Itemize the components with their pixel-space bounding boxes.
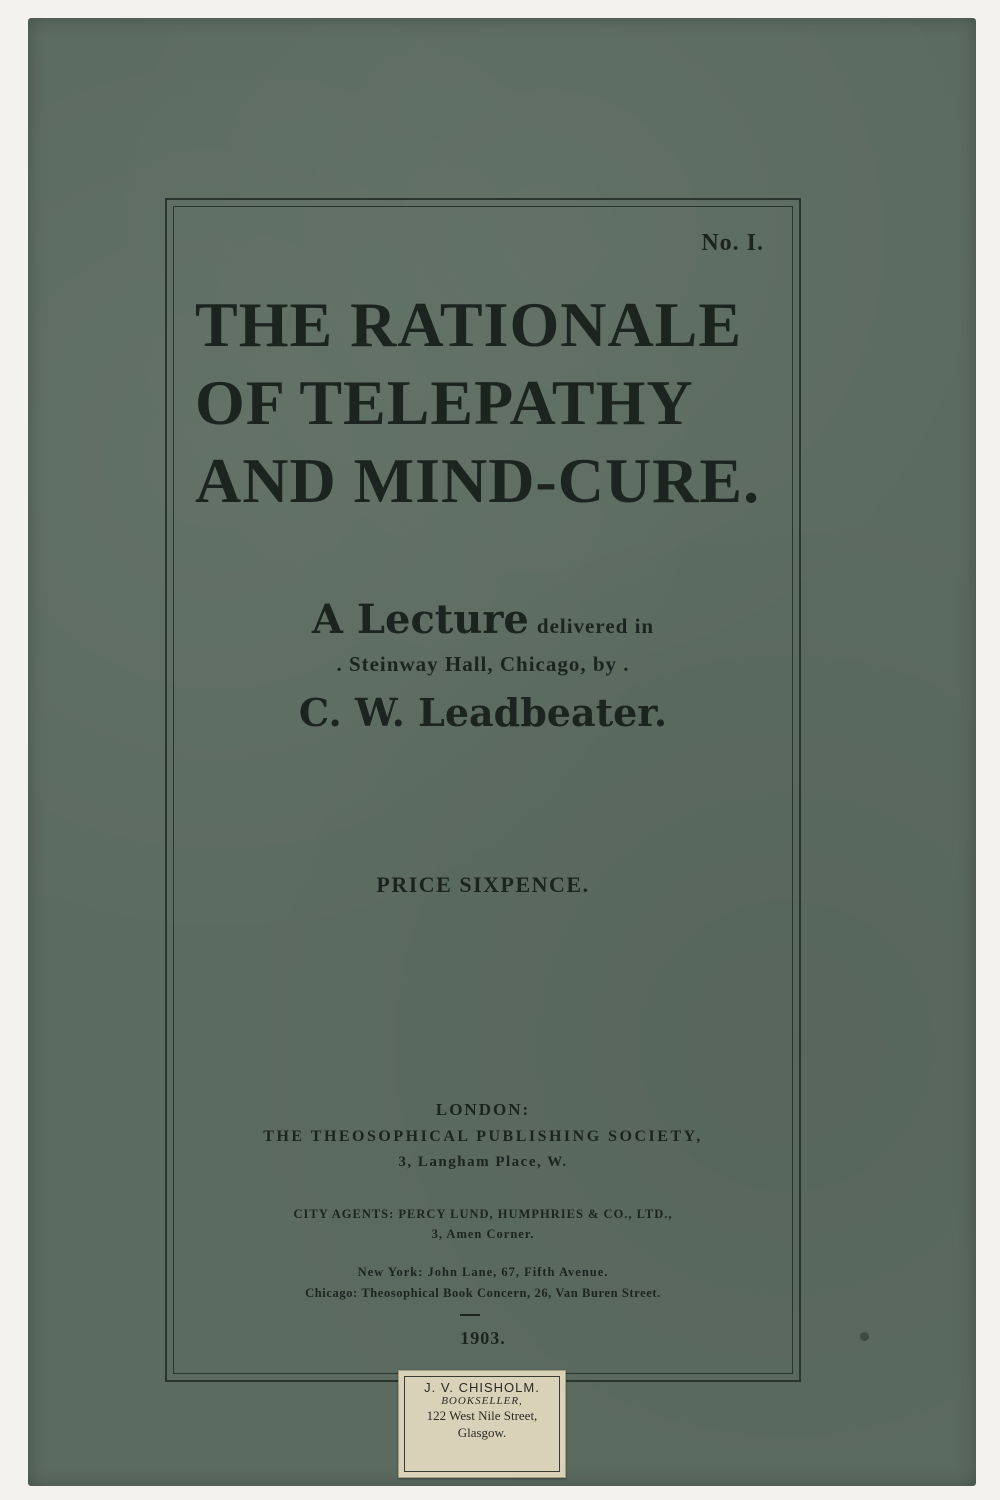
price-line: PRICE SIXPENCE. [376,872,590,897]
author-name: C. W. Leadbeater. [298,690,668,735]
issue-number: No. I. [701,230,764,256]
paper-stain-mark [860,1332,869,1341]
imprint-publisher-address: 3, Langham Place, W. [398,1154,568,1170]
title-line-1: THE RATIONALE [195,289,743,360]
bookseller-label [398,1370,566,1478]
imprint-divider [460,1314,480,1316]
lecture-delivered-text: delivered in [536,614,655,638]
imprint-city-agents: CITY AGENTS: PERCY LUND, HUMPHRIES & CO., LTD., [293,1207,673,1221]
imprint-publisher: THE THEOSOPHICAL PUBLISHING SOCIETY, [263,1128,703,1145]
bookseller-street: 122 West Nile Street, [426,1408,538,1423]
bookseller-name: J. V. CHISHOLM. [424,1380,540,1395]
imprint-new-york: New York: John Lane, 67, Fifth Avenue. [357,1265,609,1279]
title-line-3: AND MIND-CURE. [195,445,761,516]
publication-year: 1903. [460,1328,506,1348]
imprint-city: LONDON: [435,1100,531,1119]
bookseller-role: BOOKSELLER, [441,1395,523,1407]
imprint-city-agents-address: 3, Amen Corner. [431,1227,535,1241]
bookseller-town: Glasgow. [457,1425,507,1440]
bookseller-label-border [404,1376,560,1472]
lecture-line [173,596,793,643]
lecture-heading: A Lecture [311,596,529,643]
page-title [195,286,775,520]
venue-line: . Steinway Hall, Chicago, by . [336,652,630,676]
title-line-2: OF TELEPATHY [195,367,694,438]
imprint-chicago: Chicago: Theosophical Book Concern, 26, Van Buren Street. [305,1286,661,1300]
